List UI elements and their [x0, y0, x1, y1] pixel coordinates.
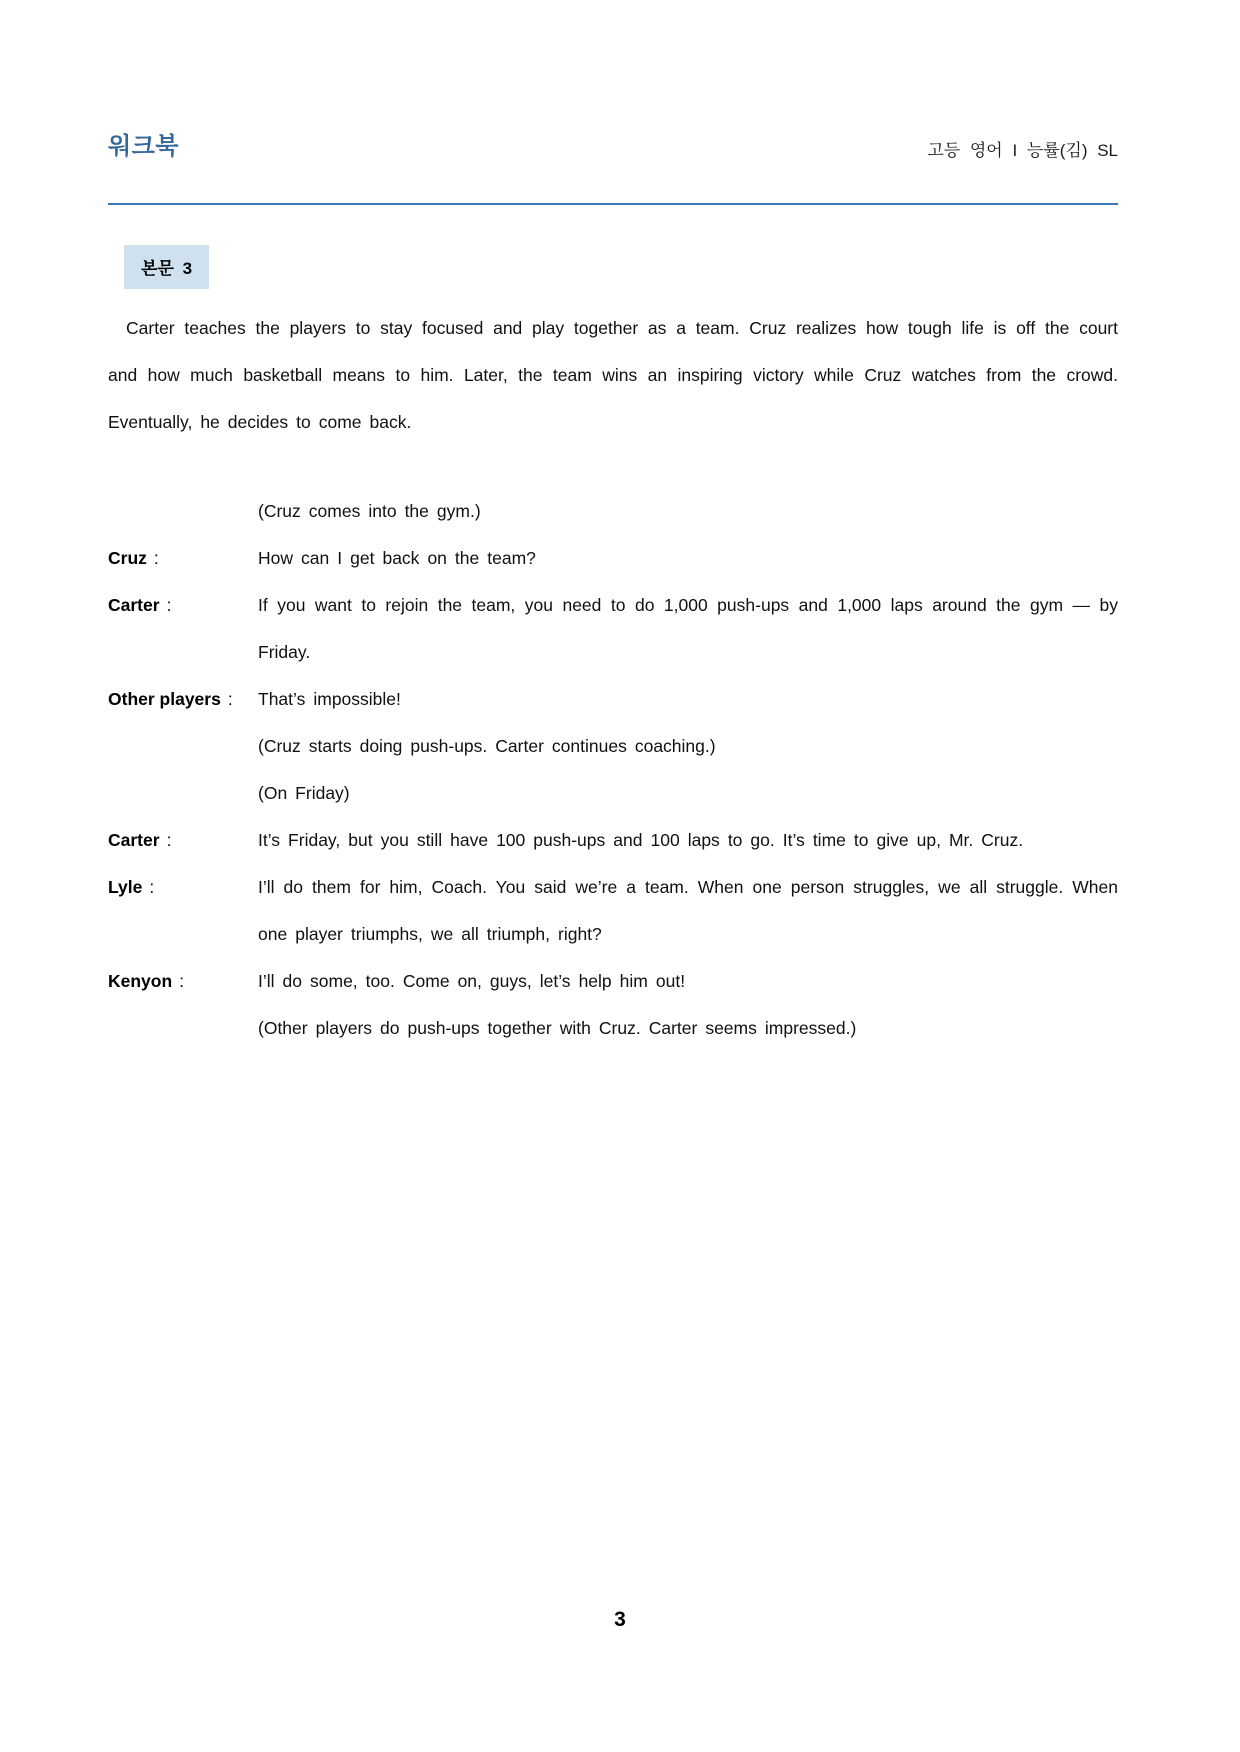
speaker-cell [108, 535, 258, 582]
speaker-name: Kenyon [108, 971, 173, 991]
dialogue-row [108, 488, 1118, 535]
speaker-cell [108, 582, 258, 629]
dialogue-text: I’ll do them for him, Coach. You said we’re a team. When one person struggles, we all struggle. When one player triumphs, we all triumph, right? [258, 877, 1118, 944]
speaker-colon: : [166, 830, 172, 850]
dialogue-row [108, 1005, 1118, 1052]
speaker-name: Carter [108, 595, 160, 615]
speaker-cell [108, 770, 258, 817]
header-divider-rule [108, 203, 1118, 205]
speaker-colon: : [153, 548, 159, 568]
dialogue-text: I’ll do some, too. Come on, guys, let’s help him out! [258, 971, 686, 991]
speaker-cell [108, 676, 258, 723]
speaker-colon: : [227, 689, 233, 709]
dialogue-row [108, 958, 1118, 1005]
dialogue-row [108, 770, 1118, 817]
dialogue-text: It’s Friday, but you still have 100 push-ups and 100 laps to go. It’s time to give up, Mr. Cruz. [258, 830, 1024, 850]
dialogue-text: If you want to rejoin the team, you need to do 1,000 push-ups and 1,000 laps around the gym — by Friday. [258, 595, 1118, 662]
dialogue-row [108, 864, 1118, 958]
course-title: 고등 영어 I 능률(김) SL [927, 141, 1118, 160]
dialogue-row [108, 535, 1118, 582]
dialogue-text: (Other players do push-ups together with Cruz. Carter seems impressed.) [258, 1018, 857, 1038]
speaker-cell [108, 864, 258, 911]
speaker-colon: : [179, 971, 185, 991]
dialogue [108, 488, 1118, 1052]
section-badge: 본문 3 [124, 245, 209, 289]
dialogue-row [108, 676, 1118, 723]
speaker-colon: : [166, 595, 172, 615]
speaker-cell [108, 723, 258, 770]
speaker-name: Cruz [108, 548, 147, 568]
speaker-cell [108, 817, 258, 864]
dialogue-text: How can I get back on the team? [258, 548, 536, 568]
speaker-colon: : [149, 877, 155, 897]
speaker-cell [108, 488, 258, 535]
header [108, 0, 1118, 161]
workbook-brand-title: 워크북 [108, 133, 180, 160]
dialogue-row [108, 582, 1118, 676]
speaker-name: Lyle [108, 877, 143, 897]
dialogue-text: (On Friday) [258, 783, 350, 803]
dialogue-text: (Cruz comes into the gym.) [258, 501, 481, 521]
speaker-cell [108, 958, 258, 1005]
page-number: 3 [614, 1608, 626, 1631]
footer [0, 1608, 1240, 1632]
dialogue-text: That’s impossible! [258, 689, 401, 709]
speaker-name: Carter [108, 830, 160, 850]
intro-paragraph: Carter teaches the players to stay focused and play together as a team. Cruz realizes how tough life is off the court and how much basketball means to him. Later, the team wins an inspiring victory while Cruz watches from the crowd. Eventually, he decides to come back. [108, 318, 1118, 432]
dialogue-row [108, 817, 1118, 864]
dialogue-row [108, 723, 1118, 770]
dialogue-text: (Cruz starts doing push-ups. Carter continues coaching.) [258, 736, 716, 756]
speaker-cell [108, 1005, 258, 1052]
speaker-name: Other players [108, 689, 221, 709]
